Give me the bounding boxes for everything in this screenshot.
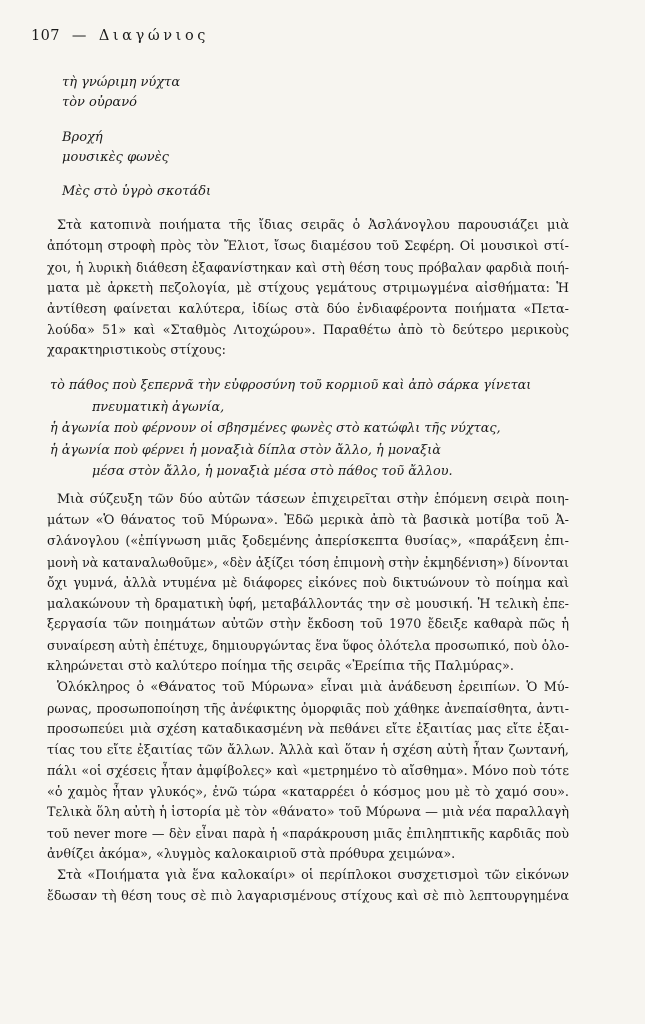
quote-line: πνευματικὴ ἀγωνία, <box>92 399 225 415</box>
paragraph-3 <box>47 678 569 866</box>
text-line: προσωπεύει μιὰ σχέση καταδικασμένη νὰ πεθάνει εἴτε ἐξαιτίας μας εἴτε ἐξαι- <box>47 721 569 737</box>
text-line: λούδα» 51» καὶ «Σταθμὸς Λιτοχώρου». Παραθέτω ἀπὸ τὸ δεύτερο μερικοὺς <box>47 322 569 338</box>
quote-line: μέσα στὸν ἄλλο, ἡ μοναξιὰ μέσα στὸ πάθος τοῦ ἄλλου. <box>92 464 453 479</box>
text-line: ὄχι γυμνά, ἀλλὰ ντυμένα μὲ διάφορες εἰκόνες ποὺ δικτυώνουν τὸ ποίημα καὶ <box>47 575 569 591</box>
text-line: συναίρεση αὐτὴ ἐπέτυχε, δημιουργώντας ἕνα ὕφος ὁλότελα προσωπικό, ποὺ ὁλο- <box>47 638 569 654</box>
text-line: ἀντίθεση φαίνεται καλύτερα, ἰδίως στὰ δύο ἐνδιαφέροντα ποιήματα «Πετα- <box>47 301 569 317</box>
text-line: Μιὰ σύζευξη τῶν δύο αὐτῶν τάσεων ἐπιχειρεῖται στὴν ἑπόμενη σειρὰ ποιη- <box>57 492 569 507</box>
poem-line: μουσικὲς φωνὲς <box>62 150 169 165</box>
text-line: χοι, ἡ λυρικὴ διάθεση ἐξαφανίστηκαν καὶ στὴ θέση τους πρόβαλαν φαρδιὰ ποιή- <box>47 259 569 275</box>
poem-line: Βροχή <box>62 130 103 145</box>
text-line: Ὁλόκληρος ὁ «Θάνατος τοῦ Μύρωνα» εἶναι μιὰ ἀνάδευση ἐρειπίων. Ὁ Μύ- <box>57 680 569 695</box>
quote-line: ἡ ἀγωνία ποὺ φέρνει ἡ μοναξιὰ δίπλα στὸν ἄλλο, ἡ μοναξιὰ <box>50 442 441 458</box>
text-line: σλάνογλου («ἐπίγνωση μιᾶς ξοδεμένης ἀπερίσκεπτα θυσίας», «παράξενη ἐπι- <box>47 533 569 549</box>
text-line: ἀνθίζει ἀκόμα», «λυγμὸς καλοκαιριοῦ στὰ πρόθυρα χειμώνα». <box>47 847 456 863</box>
quote-line: ἡ ἀγωνία ποὺ φέρνουν οἱ σβησμένες φωνὲς στὸ κατώφλι τῆς νύχτας, <box>50 421 501 436</box>
paragraph-1 <box>47 216 569 362</box>
header-dash: — <box>71 28 87 44</box>
poem-line: Μὲς στὸ ὑγρὸ σκοτάδι <box>62 184 212 199</box>
text-line: Στὰ κατοπινὰ ποιήματα τῆς ἴδιας σειρᾶς ὁ Ἀσλάνογλου παρουσιάζει μιὰ <box>57 218 569 233</box>
poem-stanza-1 <box>62 73 180 113</box>
text-line: ματα μὲ ἀρκετὴ πεζολογία, μὲ στίχους γεμάτους στριμωγμένα αἰσθήματα: Ἡ <box>47 280 569 296</box>
verse-quote <box>50 375 531 483</box>
journal-title: Διαγώνιος <box>98 28 210 44</box>
text-line: ρωνας, προσωποποίηση τῆς ἀνέφικτης ὀμορφιᾶς ποὺ χάθηκε ἀνεπαίσθητα, ἀντι- <box>47 700 569 716</box>
quote-line: τὸ πάθος ποὺ ξεπερνᾶ τὴν εὐφροσύνη τοῦ κορμιοῦ καὶ ἀπὸ σάρκα γίνεται <box>50 378 532 393</box>
text-line: ἀπότομη στροφὴ πρὸς τὸν Ἔλιοτ, ἴσως διαμέσου τοῦ Σεφέρη. Οἱ μουσικοὶ στί- <box>47 238 569 254</box>
text-line: μονὴ νὰ καταναλωθοῦμε», «δὲν ἀξίζει τόση ἐπιμονὴ στὴν ἐκμηδένιση») δίνονται <box>47 554 569 570</box>
poem-line: τὴ γνώριμη νύχτα <box>62 75 181 90</box>
poem-line: τὸν οὐρανό <box>62 95 137 110</box>
poem-stanza-2 <box>62 128 169 168</box>
text-line: Τελικὰ ὅλη αὐτὴ ἡ ἱστορία μὲ τὸν «θάνατο» τοῦ Μύρωνα — μιὰ νέα παραλλαγὴ <box>47 805 569 821</box>
poem-stanza-3 <box>62 182 211 202</box>
text-line: τίας του εἴτε ἐξαιτίας τῶν ἄλλων. Ἀλλὰ καὶ ὅταν ἡ σχέση αὐτὴ ἦταν ζωντανή, <box>47 742 569 758</box>
paragraph-4 <box>47 866 569 908</box>
text-line: πάλι «οἱ σχέσεις ἦταν ἀμφίβολες» καὶ «μετρημένο τὸ αἴσθημα». Μόνο ποὺ τότε <box>47 763 569 779</box>
page-number: 107 <box>31 28 60 44</box>
text-line: ἔδωσαν τὴ θέση τους σὲ πιὸ λαγαρισμένους στίχους καὶ σὲ πιὸ λεπτουργημένα <box>47 888 569 904</box>
text-line: κληρώνεται στὸ καλύτερο ποίημα τῆς σειρᾶς «Ἐρείπια τῆς Παλμύρας». <box>47 659 514 675</box>
text-line: μαλακώνουν τὴ δραματικὴ ὑφή, μεταβάλλοντάς την σὲ μουσική. Ἡ τελικὴ ἐπε- <box>47 596 569 612</box>
text-line: «ὁ χαμὸς ἦταν γλυκός», ἐνῶ τώρα «καταρρέει ὁ κόσμος μου μὲ τὸ χαμό σου». <box>47 784 569 800</box>
text-line: ξεργασία τῶν ποιημάτων αὐτῶν στὴν ἔκδοση τοῦ 1970 ἔδειξε καθαρὰ πῶς ἡ <box>47 617 569 633</box>
text-line: μάτων «Ὁ θάνατος τοῦ Μύρωνα». Ἐδῶ μερικὰ ἀπὸ τὰ βασικὰ μοτίβα τοῦ Ἀ- <box>47 512 569 528</box>
text-line: Στὰ «Ποιήματα γιὰ ἕνα καλοκαίρι» οἱ περίπλοκοι συσχετισμοὶ τῶν εἰκόνων <box>57 868 569 883</box>
running-head <box>31 28 209 44</box>
paragraph-2 <box>47 490 569 678</box>
text-line: χαρακτηριστικοὺς στίχους: <box>47 343 226 359</box>
text-line: τοῦ never more — δὲν εἶναι παρὰ ἡ «παράκρουση μιᾶς ἐπιληπτικῆς καρδιᾶς ποὺ <box>47 826 569 842</box>
